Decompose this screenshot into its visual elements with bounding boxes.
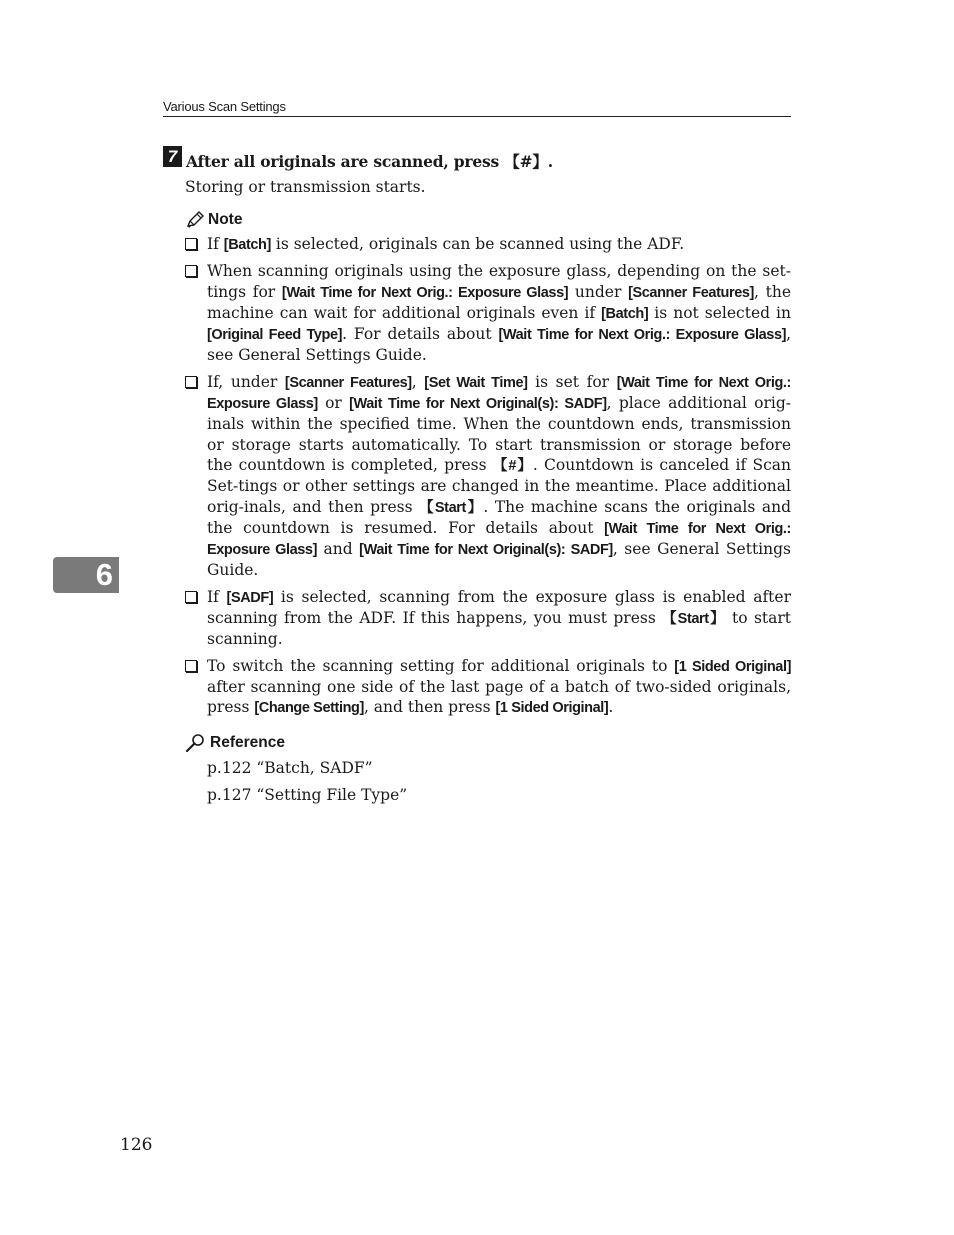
key-label: [Wait Time for Next Orig.: Exposure Glass] [207,520,791,559]
key-label: [1 Sided Original] [495,700,609,717]
reference-item[interactable]: p.127 “Setting File Type” [207,786,408,804]
key-label: [SADF] [226,589,274,606]
note-item: When scanning originals using the exposure glass, depending on the set-tings for [Wait Time for Next Orig.: Exposure Glass] under [Scanner Features], the machine can wait for additional originals even if [Batch] is not selected in [Original Feed Type]. For details about [Wait Time for Next Orig.: Exposure Glass], see General Settings Guide. [185,261,791,365]
checkbox-bullet-icon [185,660,197,672]
magnifier-icon [185,733,207,753]
checkbox-bullet-icon [185,238,197,250]
key-label: [Change Setting] [254,700,364,717]
page-number: 126 [120,1135,153,1155]
checkbox-bullet-icon [185,376,197,388]
key-label: [Original Feed Type] [207,327,343,344]
step-number: 7 [163,146,182,167]
key-label: [Wait Time for Next Orig.: Exposure Glass] [207,374,791,413]
note-item: If, under [Scanner Features], [Set Wait Time] is set for [Wait Time for Next Orig.: Exposure Glass] or [Wait Time for Next Original(s): SADF], place additional orig-inals within the specified time. When the countdown ends, transmission or storage starts automatically. To start transmission or storage before the countdown is completed, press 【#】. Countdown is canceled if Scan Set-tings or other settings are changed in the meantime. Place additional orig-inals, and then press 【Start】. The machine scans the originals and the countdown is resumed. For details about [Wait Time for Next Orig.: Exposure Glass] and [Wait Time for Next Original(s): SADF], see General Settings Guide. [185,372,791,581]
header-title: Various Scan Settings [163,99,286,114]
chapter-number: 6 [95,557,113,592]
note-list [185,234,791,725]
key-label: [Wait Time for Next Original(s): SADF] [359,542,613,559]
checkbox-bullet-icon [185,591,197,603]
note-heading: Note [185,211,242,229]
pencil-icon [185,211,205,229]
key-label: [Wait Time for Next Orig.: Exposure Glass] [498,327,787,344]
key-label: 【Start】 [419,499,484,516]
step-description: Storing or transmission starts. [185,178,426,196]
note-item: To switch the scanning setting for additional originals to [1 Sided Original] after scanning one side of the last page of a batch of two-sided originals, press [Change Setting], and then press [1 Sided Original]. [185,656,791,719]
chapter-tab [53,557,119,593]
key-label: 【Start】 [662,611,726,628]
key-label: [1 Sided Original] [674,658,792,675]
step-title: After all originals are scanned, press 【#】. [186,152,553,171]
checkbox-bullet-icon [185,265,197,277]
note-item: If [Batch] is selected, originals can be scanned using the ADF. [185,234,791,255]
running-header [163,96,791,117]
reference-item[interactable]: p.122 “Batch, SADF” [207,759,373,777]
key-label: [Batch] [601,305,649,322]
key-label: [Scanner Features] [284,374,412,391]
reference-heading: Reference [185,733,285,753]
key-label: 【#】 [492,457,533,474]
key-label: [Wait Time for Next Original(s): SADF] [349,396,607,413]
key-label: [Set Wait Time] [424,374,528,391]
key-label: [Wait Time for Next Orig.: Exposure Glass] [281,284,569,301]
note-item: If [SADF] is selected, scanning from the exposure glass is enabled after scanning from the ADF. If this happens, you must press 【Start】 to start scanning. [185,587,791,650]
key-label: [Batch] [223,237,271,253]
hash-key: 【#】 [504,152,548,171]
key-label: [Scanner Features] [628,284,754,301]
